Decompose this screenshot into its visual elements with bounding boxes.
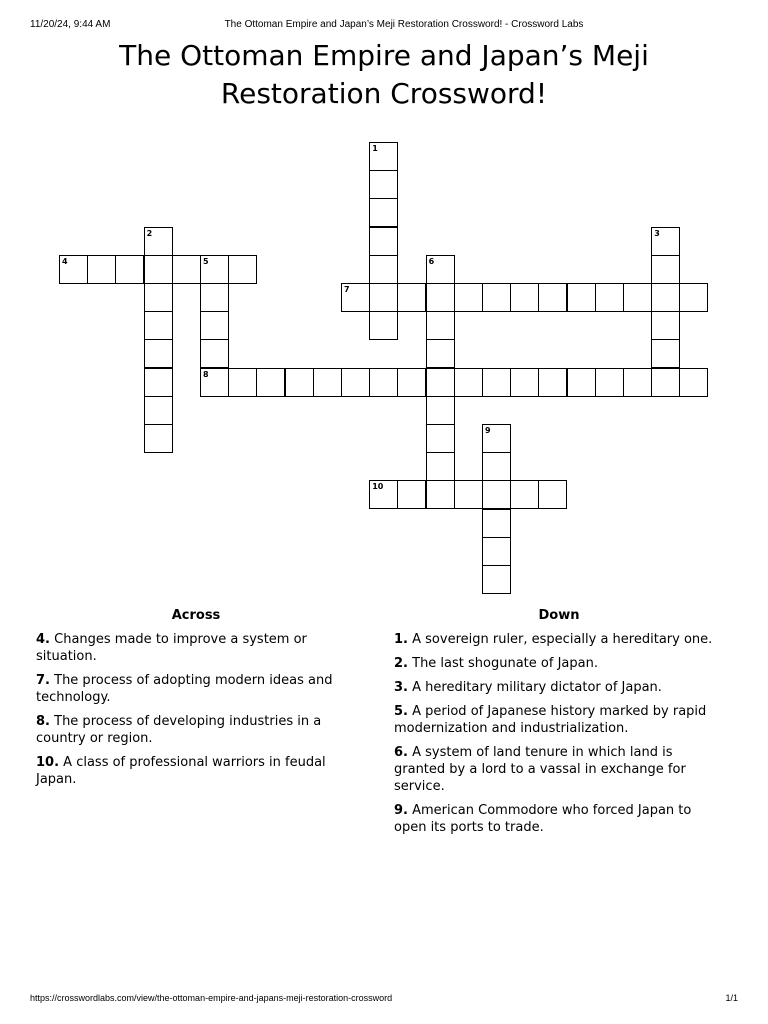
across-heading: Across [171,608,221,623]
clue-text: A sovereign ruler, especially a hereditary one. [412,632,713,647]
crossword-cell[interactable] [172,255,201,284]
page-number: 1/1 [725,993,738,1003]
crossword-cell[interactable] [538,283,567,312]
crossword-cell[interactable] [115,255,144,284]
crossword-cell[interactable] [369,255,398,284]
crossword-cell[interactable] [228,368,257,397]
crossword-cell[interactable] [426,452,455,481]
down-clue [394,631,724,648]
crossword-cell[interactable] [200,311,229,340]
crossword-cell[interactable] [144,424,173,453]
crossword-cell[interactable] [369,170,398,199]
clue-number: 1. [394,632,408,647]
crossword-cell[interactable] [567,283,596,312]
crossword-cell[interactable] [200,283,229,312]
crossword-cell[interactable] [623,368,652,397]
clue-text: A period of Japanese history marked by rapid modernization and industrialization. [394,704,707,736]
crossword-cell[interactable] [341,368,370,397]
clue-number: 5. [394,704,408,719]
crossword-cell[interactable] [369,142,398,171]
cell-number: 7 [344,285,350,294]
crossword-cell[interactable] [228,255,257,284]
crossword-cell[interactable] [482,509,511,538]
crossword-cell[interactable] [567,368,596,397]
down-clue [394,679,724,696]
clue-text: The process of developing industries in a country or region. [36,714,322,746]
clue-number: 2. [394,656,408,671]
crossword-cell[interactable] [454,283,483,312]
crossword-cell[interactable] [482,480,511,509]
crossword-cell[interactable] [144,339,173,368]
crossword-cell[interactable] [144,227,173,256]
crossword-cell[interactable] [510,480,539,509]
clue-number: 10. [36,755,60,770]
crossword-cell[interactable] [426,339,455,368]
down-clue [394,655,724,672]
crossword-cell[interactable] [482,452,511,481]
clue-text: The last shogunate of Japan. [412,656,598,671]
clue-number: 9. [394,803,408,818]
print-url: https://crosswordlabs.com/view/the-ottoman-empire-and-japans-meji-restoration-crossword [30,993,393,1003]
clue-number: 7. [36,673,50,688]
print-footer [30,993,738,1003]
clue-number: 6. [394,745,408,760]
crossword-cell[interactable] [426,368,455,397]
clue-text: A hereditary military dictator of Japan. [412,680,662,695]
crossword-cell[interactable] [454,480,483,509]
clue-text: The process of adopting modern ideas and technology. [36,673,333,705]
crossword-cell[interactable] [426,480,455,509]
across-clue [36,672,356,706]
cell-number: 9 [485,426,491,435]
across-clue [36,631,356,665]
crossword-cell[interactable] [144,396,173,425]
crossword-cell[interactable] [313,368,342,397]
crossword-cell[interactable] [651,283,680,312]
clue-number: 8. [36,714,50,729]
crossword-cell[interactable] [341,283,370,312]
across-clue [36,754,356,788]
crossword-cell[interactable] [454,368,483,397]
down-clue [394,744,724,795]
cell-number: 10 [372,482,384,492]
crossword-cell[interactable] [538,368,567,397]
print-datetime: 11/20/24, 9:44 AM [30,19,111,30]
crossword-cell[interactable] [397,368,426,397]
crossword-cell[interactable] [482,283,511,312]
clue-text: Changes made to improve a system or situation. [36,632,307,664]
crossword-cell[interactable] [426,396,455,425]
crossword-cell[interactable] [651,368,680,397]
down-column [394,608,724,843]
crossword-cell[interactable] [679,283,708,312]
crossword-cell[interactable] [369,480,398,509]
crossword-cell[interactable] [144,368,173,397]
crossword-grid [59,142,710,580]
crossword-cell[interactable] [426,424,455,453]
crossword-cell[interactable] [369,227,398,256]
crossword-cell[interactable] [200,255,229,284]
across-column [36,608,356,795]
crossword-cell[interactable] [623,283,652,312]
crossword-cell[interactable] [369,368,398,397]
crossword-cell[interactable] [59,255,88,284]
cell-number: 8 [203,369,209,379]
crossword-cell[interactable] [426,311,455,340]
clue-text: A system of land tenure in which land is granted by a lord to a vassal in exchange for service. [394,745,686,794]
crossword-cell[interactable] [651,339,680,368]
across-clue [36,713,356,747]
crossword-cell[interactable] [482,424,511,453]
crossword-cell[interactable] [144,283,173,312]
clue-number: 4. [36,632,50,647]
clue-text: American Commodore who forced Japan to open its ports to trade. [394,803,692,835]
crossword-cell[interactable] [651,255,680,284]
crossword-cell[interactable] [144,255,173,284]
crossword-cell[interactable] [369,283,398,312]
cell-number: 1 [372,144,378,153]
crossword-cell[interactable] [482,368,511,397]
cell-number: 5 [203,256,209,266]
crossword-cell[interactable] [426,283,455,312]
clue-text: A class of professional warriors in feudal Japan. [36,755,326,787]
crossword-cell[interactable] [538,480,567,509]
crossword-cell[interactable] [510,283,539,312]
crossword-cell[interactable] [256,368,285,397]
crossword-cell[interactable] [397,283,426,312]
cell-number: 3 [654,228,660,238]
crossword-cell[interactable] [510,368,539,397]
crossword-cell[interactable] [595,368,624,397]
crossword-cell[interactable] [369,311,398,340]
down-clue [394,703,724,737]
cell-number: 6 [428,256,435,266]
page-title: The Ottoman Empire and Japan’s Meji Restoration Crossword! [119,39,649,110]
crossword-cell[interactable] [397,480,426,509]
crossword-cell[interactable] [651,311,680,340]
clue-number: 3. [394,680,408,695]
crossword-cell[interactable] [651,227,680,256]
crossword-cell[interactable] [87,255,116,284]
crossword-cell[interactable] [200,368,229,397]
print-doc-title: The Ottoman Empire and Japan’s Meji Restoration Crossword! - Crossword Labs [224,19,584,30]
crossword-cell[interactable] [679,368,708,397]
cell-number: 2 [146,228,153,238]
crossword-cell[interactable] [482,537,511,566]
crossword-cell[interactable] [144,311,173,340]
crossword-cell[interactable] [595,283,624,312]
crossword-cell[interactable] [285,368,314,397]
down-heading: Down [538,608,580,623]
crossword-cell[interactable] [200,339,229,368]
down-clue [394,802,724,836]
crossword-cell[interactable] [482,565,511,594]
crossword-cell[interactable] [369,198,398,227]
crossword-cell[interactable] [426,255,455,284]
cell-number: 4 [62,256,68,266]
